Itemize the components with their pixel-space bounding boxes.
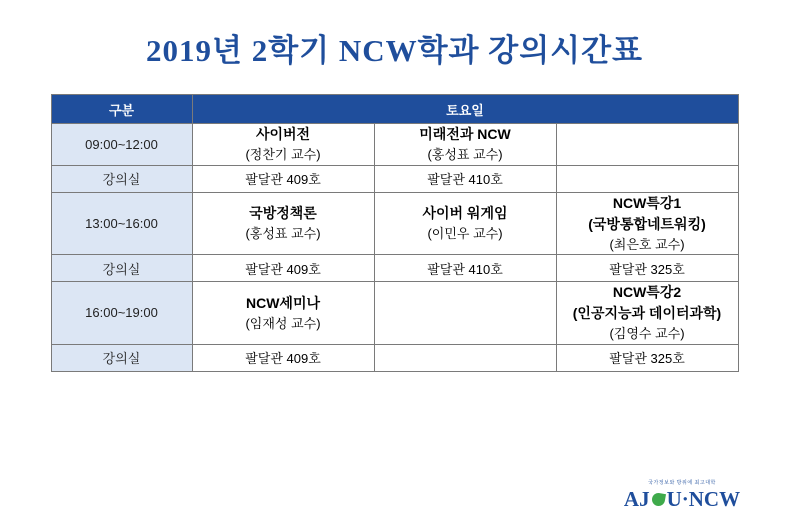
room-cell: 팔달관 325호 — [556, 344, 738, 371]
room-cell: 팔달관 409호 — [192, 255, 374, 282]
schedule-table-container — [51, 94, 739, 372]
room-cell: 팔달관 409호 — [192, 344, 374, 371]
table-row — [51, 192, 738, 255]
room-label: 강의실 — [51, 255, 192, 282]
course-name: 국방정책론 — [249, 205, 317, 222]
room-label: 강의실 — [51, 165, 192, 192]
course-name-secondary: (인공지능과 데이터과학) — [572, 305, 722, 322]
header-cell-category: 구분 — [51, 95, 192, 124]
course-professor: (임재성 교수) — [245, 315, 321, 331]
course-cell — [192, 282, 374, 345]
course-name: 사이버 워게임 — [422, 205, 508, 222]
room-cell-empty — [556, 165, 738, 192]
course-professor: (홍성표 교수) — [427, 147, 503, 163]
course-name: 미래전과 NCW — [419, 126, 511, 143]
course-name: NCW세미나 — [245, 294, 320, 311]
time-cell: 13:00~16:00 — [51, 192, 192, 255]
table-row — [51, 124, 738, 166]
course-cell — [556, 192, 738, 255]
course-professor: (정찬기 교수) — [245, 147, 321, 163]
table-row — [51, 282, 738, 345]
table-row-room — [51, 344, 738, 371]
course-cell — [192, 124, 374, 166]
course-name: NCW특강1 — [612, 194, 682, 211]
schedule-table — [51, 94, 739, 372]
logo-tagline: 국가정보와 방위에 최고대학 — [648, 480, 716, 486]
course-cell-empty — [556, 124, 738, 166]
time-cell: 09:00~12:00 — [51, 124, 192, 166]
header-cell-saturday: 토요일 — [192, 95, 738, 124]
course-cell — [374, 192, 556, 255]
logo-text-right: U·NCW — [666, 487, 741, 511]
room-cell: 팔달관 409호 — [192, 165, 374, 192]
course-cell-empty — [374, 282, 556, 345]
table-row-room — [51, 255, 738, 282]
logo — [597, 481, 767, 512]
course-professor: (김영수 교수) — [609, 326, 685, 342]
room-cell: 팔달관 410호 — [374, 165, 556, 192]
course-name: NCW특강2 — [612, 284, 682, 301]
room-cell-empty — [374, 344, 556, 371]
logo-text-left: AJ — [623, 487, 650, 511]
room-label: 강의실 — [51, 344, 192, 371]
course-cell — [192, 192, 374, 255]
page-title: 2019년 2학기 NCW학과 강의시간표 — [146, 33, 643, 68]
course-name-secondary: (국방통합네트워킹) — [588, 215, 706, 232]
course-cell — [374, 124, 556, 166]
room-cell: 팔달관 325호 — [556, 255, 738, 282]
table-header-row — [51, 95, 738, 124]
room-cell: 팔달관 410호 — [374, 255, 556, 282]
course-professor: (홍성표 교수) — [245, 226, 321, 242]
table-row-room — [51, 165, 738, 192]
course-professor: (최은호 교수) — [609, 236, 685, 252]
time-cell: 16:00~19:00 — [51, 282, 192, 345]
course-professor: (이민우 교수) — [427, 226, 503, 242]
course-name: 사이버전 — [255, 126, 311, 143]
course-cell — [556, 282, 738, 345]
logo-wordmark — [597, 487, 767, 512]
leaf-icon — [651, 492, 666, 507]
